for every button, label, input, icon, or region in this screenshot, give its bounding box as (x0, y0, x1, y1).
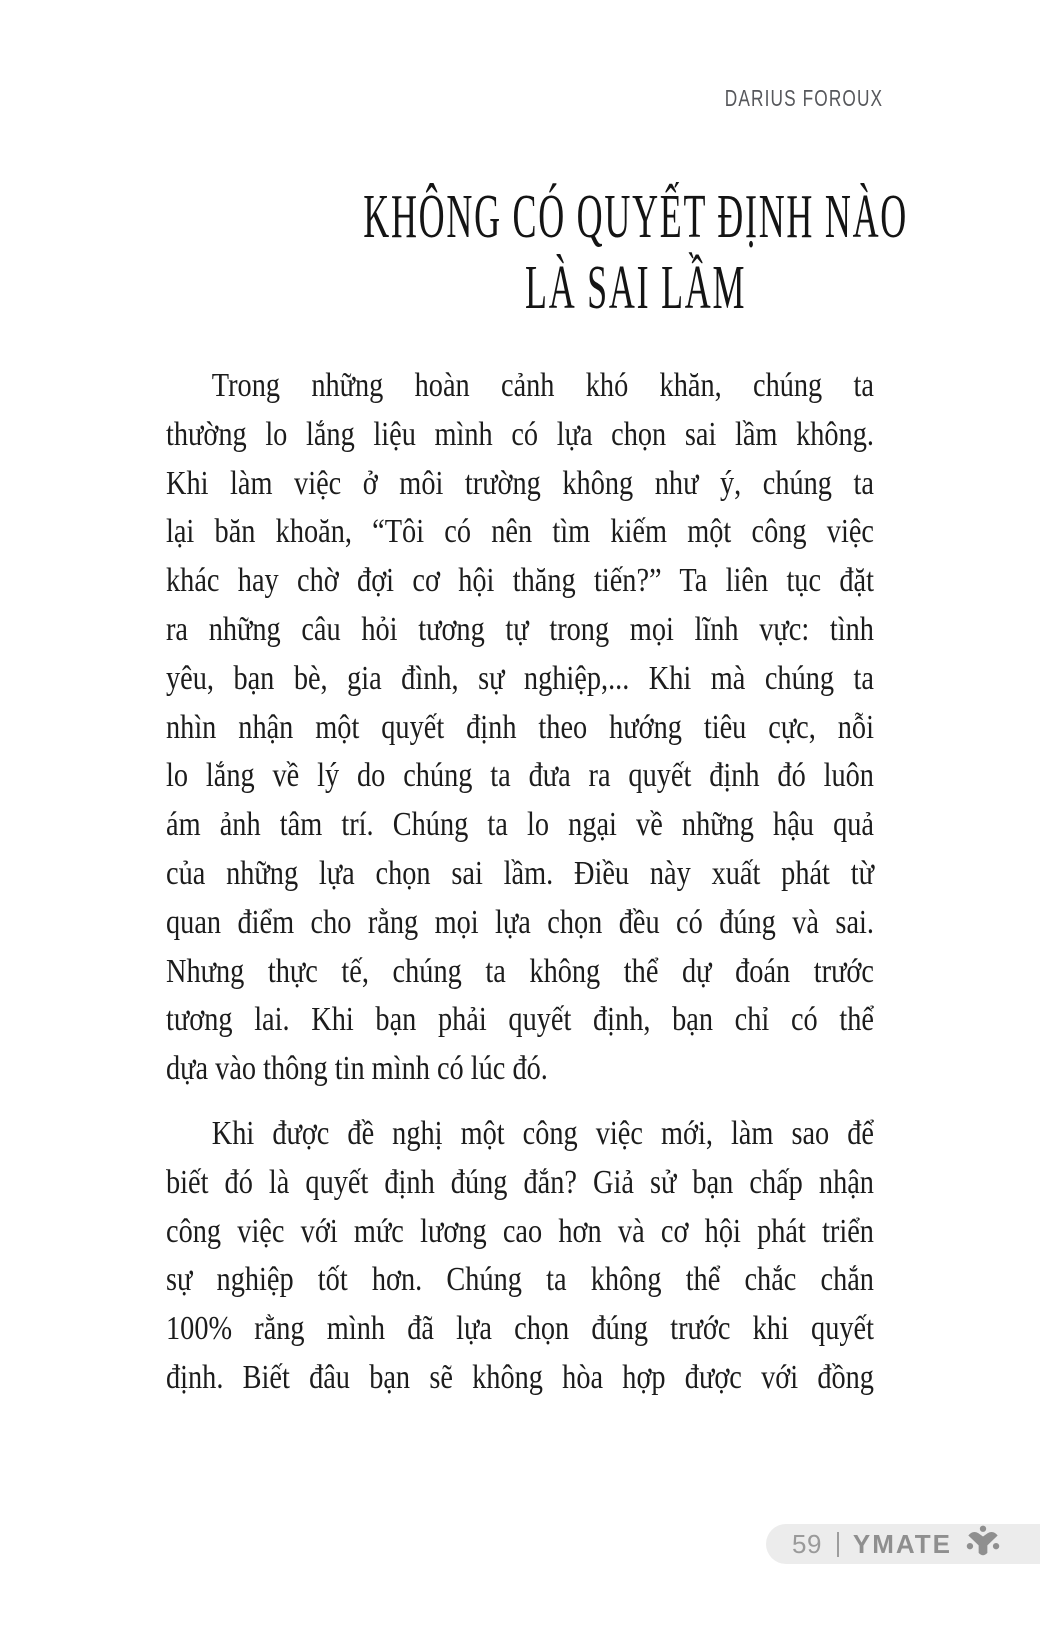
body-line: lại băn khoăn, “Tôi có nên tìm kiếm một công việc (166, 513, 874, 551)
body-line: dựa vào thông tin mình có lúc đó. (166, 1050, 548, 1088)
body-line: Khi làm việc ở môi trường không như ý, chúng ta (166, 464, 874, 502)
paragraph-2 (166, 1110, 874, 1403)
body-line: ám ảnh tâm trí. Chúng ta lo ngại về những hậu quả (166, 806, 874, 844)
body-line: Trong những hoàn cảnh khó khăn, chúng ta (211, 367, 874, 404)
body-line: lo lắng về lý do chúng ta đưa ra quyết định đó luôn (166, 757, 874, 795)
body-line: của những lựa chọn sai lầm. Điều này xuất phát từ (166, 854, 874, 892)
chapter-title-line-1: KHÔNG CÓ QUYẾT ĐỊNH NÀO (363, 183, 909, 251)
body-line: tương lai. Khi bạn phải quyết định, bạn chỉ có thể (166, 1001, 874, 1039)
body-line: yêu, bạn bè, gia đình, sự nghiệp,... Khi mà chúng ta (166, 659, 874, 697)
paragraph-1 (166, 362, 874, 1094)
chapter-title-line-2: LÀ SAI LẦM (525, 254, 747, 322)
body-line: Nhưng thực tế, chúng ta không thể dự đoán trước (166, 952, 874, 990)
body-line: thường lo lắng liệu mình có lựa chọn sai lầm không. (166, 415, 874, 453)
running-head-author: DARIUS FOROUX (724, 85, 883, 111)
body-line: Khi được đề nghị một công việc mới, làm sao để (211, 1114, 874, 1152)
body-line: ra những câu hỏi tương tự trong mọi lĩnh vực: tình (166, 610, 874, 648)
body-line: quan điểm cho rằng mọi lựa chọn đều có đúng và sai. (166, 903, 874, 941)
body-line: công việc với mức lương cao hơn và cơ hội phát triển (166, 1212, 874, 1250)
chapter-title (166, 182, 909, 324)
body-line: định. Biết đâu bạn sẽ không hòa hợp được với đồng (166, 1358, 874, 1396)
publisher-brand-label: YMATE (852, 1528, 952, 1559)
ymate-brand-mark-icon (964, 1524, 1002, 1562)
page-number: 59 (792, 1528, 822, 1559)
body-line: khác hay chờ đợi cơ hội thăng tiến?” Ta liên tục đặt (166, 562, 874, 600)
body-line: nhìn nhận một quyết định theo hướng tiêu cực, nỗi (166, 708, 874, 746)
footer-page-strip (766, 1524, 1040, 1564)
body-text (166, 362, 874, 1403)
body-line: 100% rằng mình đã lựa chọn đúng trước khi quyết (166, 1310, 874, 1348)
body-line: sự nghiệp tốt hơn. Chúng ta không thể chắc chắn (166, 1261, 874, 1299)
body-line: biết đó là quyết định đúng đắn? Giả sử bạn chấp nhận (166, 1163, 874, 1201)
footer-divider (837, 1532, 839, 1557)
